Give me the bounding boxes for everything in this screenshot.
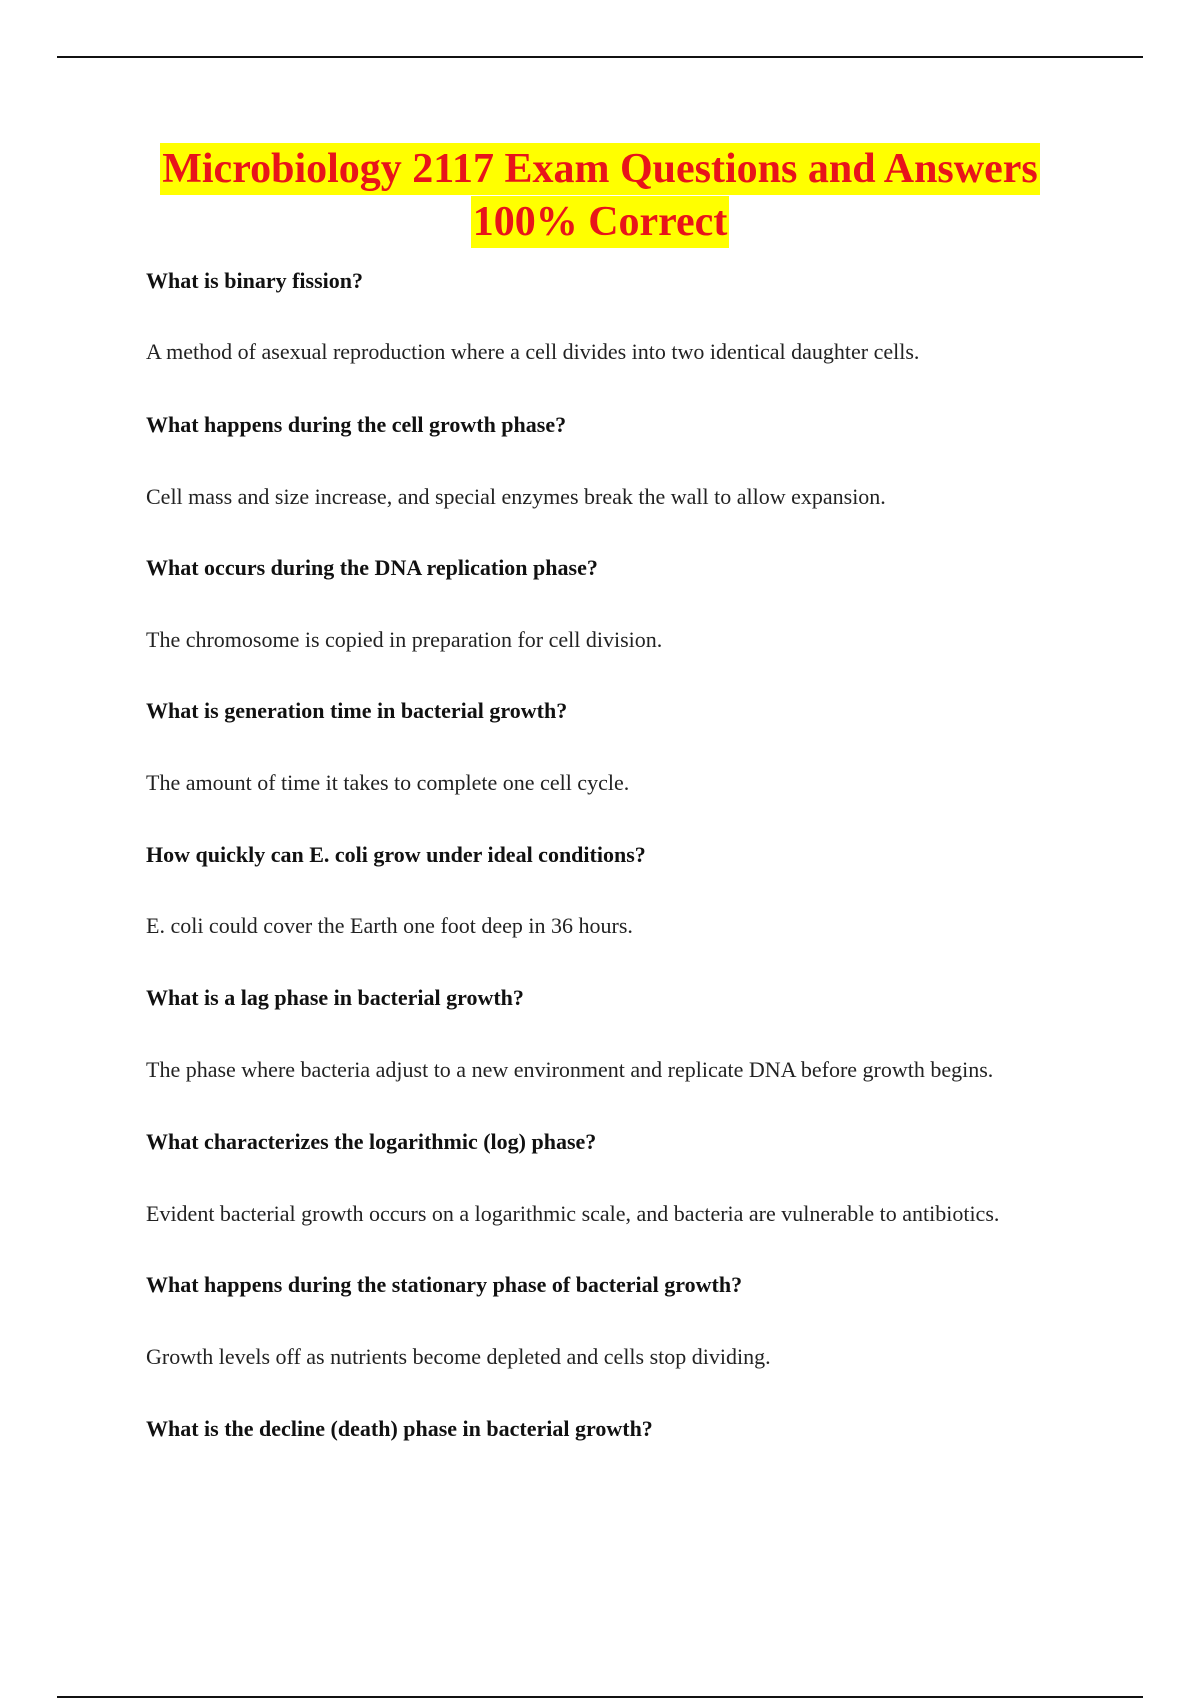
title-line-1: Microbiology 2117 Exam Questions and Answers [160, 143, 1039, 195]
answer-1: A method of asexual reproduction where a cell divides into two identical daughter cells. [146, 339, 920, 364]
document-title [0, 143, 1200, 249]
question-3: What occurs during the DNA replication phase? [146, 555, 598, 580]
answer-7: Evident bacterial growth occurs on a logarithmic scale, and bacteria are vulnerable to antibiotics. [146, 1201, 1000, 1226]
question-1: What is binary fission? [146, 268, 363, 293]
title-line-2: 100% Correct [471, 196, 730, 248]
question-8: What happens during the stationary phase of bacterial growth? [146, 1272, 743, 1297]
question-5: How quickly can E. coli grow under ideal conditions? [146, 842, 646, 867]
question-2: What happens during the cell growth phase? [146, 412, 567, 437]
bottom-rule [57, 1696, 1143, 1698]
answer-6: The phase where bacteria adjust to a new environment and replicate DNA before growth begins. [146, 1057, 994, 1082]
answer-2: Cell mass and size increase, and special enzymes break the wall to allow expansion. [146, 484, 886, 509]
answer-3: The chromosome is copied in preparation for cell division. [146, 627, 663, 652]
question-4: What is generation time in bacterial growth? [146, 698, 568, 723]
answer-4: The amount of time it takes to complete one cell cycle. [146, 770, 630, 795]
answer-5: E. coli could cover the Earth one foot deep in 36 hours. [146, 913, 633, 938]
top-rule [57, 56, 1143, 58]
question-9: What is the decline (death) phase in bacterial growth? [146, 1416, 653, 1441]
question-7: What characterizes the logarithmic (log) phase? [146, 1129, 597, 1154]
answer-8: Growth levels off as nutrients become depleted and cells stop dividing. [146, 1344, 771, 1369]
question-6: What is a lag phase in bacterial growth? [146, 985, 524, 1010]
